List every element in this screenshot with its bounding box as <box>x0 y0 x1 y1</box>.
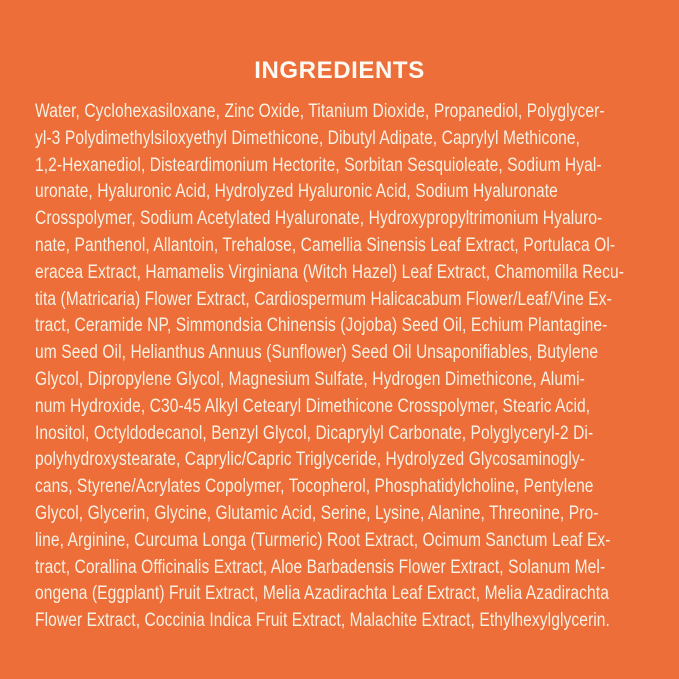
ingredient-line: Inositol, Octyldodecanol, Benzyl Glycol, Dicaprylyl Carbonate, Polyglyceryl-2 Di- <box>35 422 594 444</box>
ingredient-line: um Seed Oil, Helianthus Annuus (Sunflower) Seed Oil Unsaponifiables, Butylene <box>35 342 599 364</box>
ingredient-line: tita (Matricaria) Flower Extract, Cardiospermum Halicacabum Flower/Leaf/Vine Ex- <box>35 288 612 310</box>
ingredient-line: tract, Ceramide NP, Simmondsia Chinensis (Jojoba) Seed Oil, Echium Plantagine- <box>35 315 608 337</box>
ingredients-title: INGREDIENTS <box>254 57 425 84</box>
ingredient-line: yl-3 Polydimethylsiloxyethyl Dimethicone, Dibutyl Adipate, Caprylyl Methicone, <box>35 127 581 149</box>
ingredient-line: nate, Panthenol, Allantoin, Trehalose, Camellia Sinensis Leaf Extract, Portulaca Ol- <box>35 234 616 256</box>
ingredient-line: tract, Corallina Officinalis Extract, Aloe Barbadensis Flower Extract, Solanum Mel- <box>35 556 606 578</box>
ingredient-line: 1,2-Hexanediol, Disteardimonium Hectorite, Sorbitan Sesquioleate, Sodium Hyal- <box>35 154 602 176</box>
ingredient-line: polyhydroxystearate, Caprylic/Capric Triglyceride, Hydrolyzed Glycosaminogly- <box>35 449 586 471</box>
ingredient-line: line, Arginine, Curcuma Longa (Turmeric) Root Extract, Ocimum Sanctum Leaf Ex- <box>35 529 611 551</box>
ingredient-line: Glycol, Glycerin, Glycine, Glutamic Acid, Serine, Lysine, Alanine, Threonine, Pro- <box>35 502 599 524</box>
ingredient-line: Glycol, Dipropylene Glycol, Magnesium Sulfate, Hydrogen Dimethicone, Alumi- <box>35 368 585 390</box>
ingredient-line: Water, Cyclohexasiloxane, Zinc Oxide, Titanium Dioxide, Propanediol, Polyglycer- <box>35 101 605 122</box>
ingredient-line: ongena (Eggplant) Fruit Extract, Melia Azadirachta Leaf Extract, Melia Azadirachta <box>35 583 609 605</box>
ingredients-text-block <box>35 99 658 635</box>
ingredient-line: Flower Extract, Coccinia Indica Fruit Extract, Malachite Extract, Ethylhexylglycerin. <box>35 610 610 632</box>
ingredient-line: cans, Styrene/Acrylates Copolymer, Tocopherol, Phosphatidylcholine, Pentylene <box>35 476 594 498</box>
ingredient-line: num Hydroxide, C30-45 Alkyl Cetearyl Dimethicone Crosspolymer, Stearic Acid, <box>35 395 591 417</box>
ingredient-line: Crosspolymer, Sodium Acetylated Hyaluronate, Hydroxypropyltrimonium Hyaluro- <box>35 208 603 230</box>
ingredient-line: uronate, Hyaluronic Acid, Hydrolyzed Hyaluronic Acid, Sodium Hyaluronate <box>35 181 558 203</box>
ingredient-line: eracea Extract, Hamamelis Virginiana (Witch Hazel) Leaf Extract, Chamomilla Recu- <box>35 261 625 283</box>
